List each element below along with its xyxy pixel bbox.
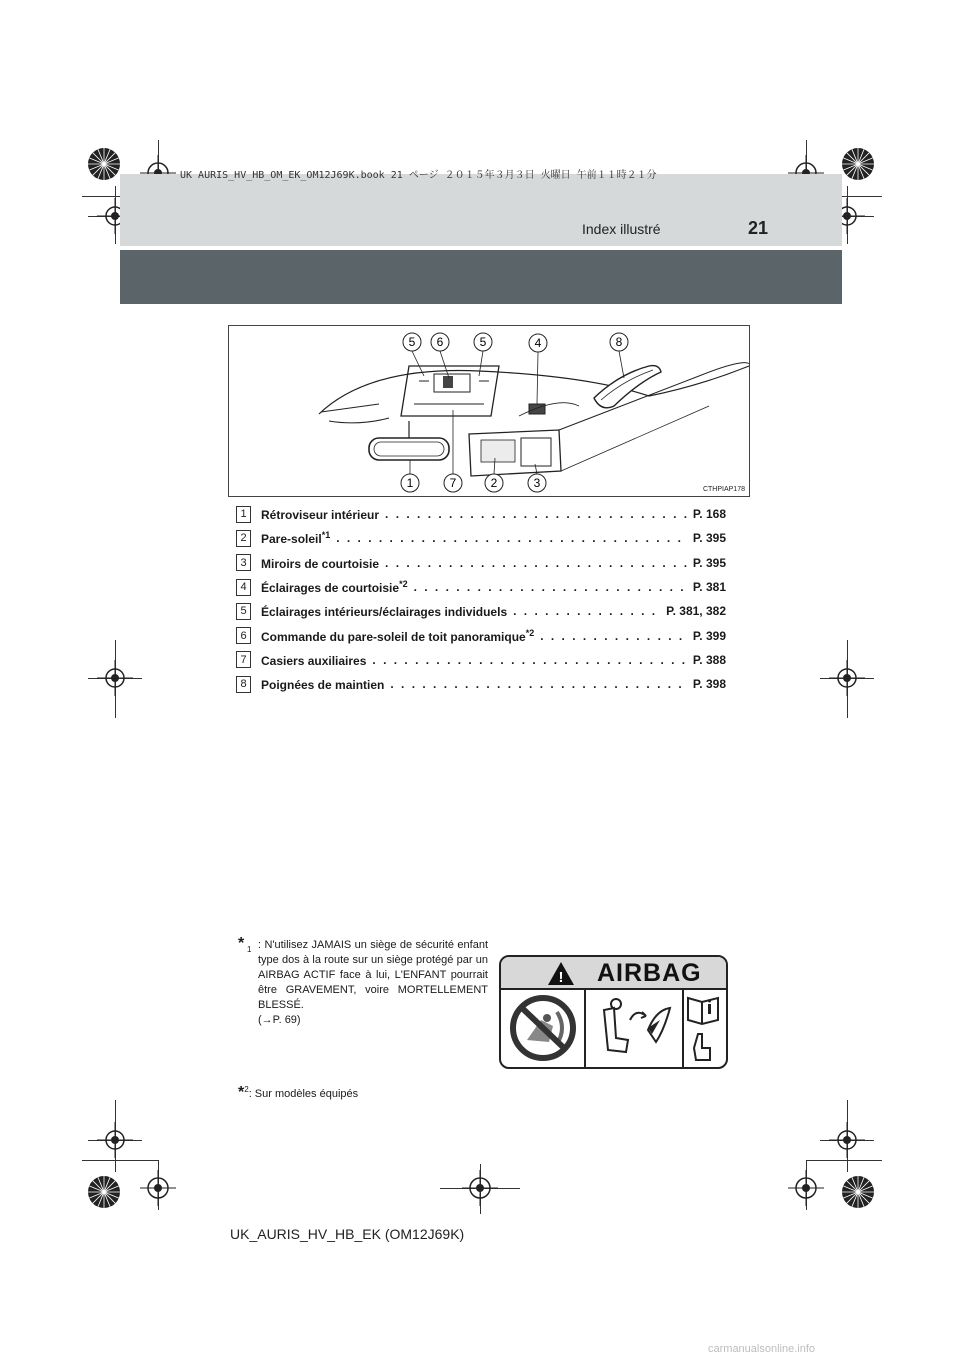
registration-mark-icon [97, 660, 133, 696]
crop-line [82, 1160, 158, 1161]
footnote-star: * [238, 935, 245, 952]
page-ref: P. 399 [692, 628, 726, 643]
section-title: Index illustré [582, 221, 661, 237]
sunburst-mark-icon [838, 1172, 878, 1212]
dot-leader [390, 677, 686, 691]
callout-label: 7 [449, 476, 457, 490]
list-item [236, 648, 726, 672]
dot-leader [540, 629, 687, 643]
dot-leader [385, 507, 687, 521]
header-band-dark [120, 250, 842, 304]
list-item [236, 551, 726, 575]
page-ref: P. 381 [692, 580, 726, 595]
list-item [236, 526, 726, 550]
watermark: carmanualsonline.info [708, 1343, 816, 1355]
airbag-label-header [501, 957, 726, 990]
dot-leader [513, 604, 660, 618]
dot-leader [372, 653, 686, 667]
footnote-reference: (→P. 69) [258, 1014, 301, 1026]
list-item [236, 502, 726, 526]
item-number: 1 [236, 506, 251, 523]
page-ref: P. 395 [692, 531, 726, 546]
item-label: Casiers auxiliaires [261, 653, 367, 668]
sunburst-mark-icon [84, 1172, 124, 1212]
dot-leader [385, 556, 687, 570]
list-item [236, 672, 726, 696]
footnote-star: * [238, 1084, 245, 1101]
read-manual-icon [684, 990, 724, 1067]
item-label: Éclairages intérieurs/éclairages individuels [261, 605, 508, 620]
item-label: Éclairages de courtoisie$^{*2}$ [261, 579, 408, 596]
warning-glyph: ! [558, 969, 564, 986]
footnote-text: : Sur modèles équipés [248, 1088, 359, 1100]
item-label: Commande du pare-soleil de toit panoramique$^{*2}$ [261, 627, 535, 644]
registration-mark-icon [140, 1170, 176, 1206]
model-code: UK_AURIS_HV_HB_EK (OM12J69K) [230, 1226, 465, 1242]
item-number: 8 [236, 676, 251, 693]
registration-mark-icon [829, 660, 865, 696]
callout-label: 2 [490, 476, 498, 490]
item-label: Poignées de maintien [261, 678, 385, 693]
crop-line [806, 1160, 882, 1161]
item-number: 6 [236, 627, 251, 644]
footnote-mark: 1 [247, 945, 252, 954]
item-label: Pare-soleil$^{*1}$ [261, 530, 331, 547]
dot-leader [414, 580, 687, 594]
registration-mark-icon [97, 1122, 133, 1158]
page-ref: P. 395 [692, 555, 726, 570]
interior-illustration [229, 326, 750, 497]
airbag-warning-label [499, 955, 728, 1069]
list-item [236, 599, 726, 623]
page-number: 21 [748, 218, 769, 238]
callout-label: 1 [406, 476, 414, 490]
item-number: 2 [236, 530, 251, 547]
registration-mark-icon [788, 1170, 824, 1206]
callout-label: 5 [408, 335, 416, 349]
page-ref: P. 168 [692, 507, 726, 522]
footnote-mark: 2 [244, 1085, 249, 1094]
airbag-deploy-icon [586, 990, 684, 1067]
registration-mark-icon [829, 1122, 865, 1158]
footnote-1 [238, 935, 488, 1028]
list-item [236, 623, 726, 647]
page-ref: P. 388 [692, 652, 726, 667]
airbag-word: AIRBAG [597, 959, 702, 987]
item-number: 3 [236, 554, 251, 571]
footnote-text: : N'utilisez JAMAIS un siège de sécurité enfant type dos à la route sur un siège protégé par un AIRBAG ACTIF face à lui, L'ENFANT pourrait être GRAVEMENT, voire MORTELLEMENT BLESSÉ. [258, 939, 488, 1011]
callout-label: 4 [534, 336, 542, 350]
airbag-deploy-cell [586, 990, 684, 1067]
callout-label: 5 [479, 335, 487, 349]
item-number: 4 [236, 579, 251, 596]
item-label: Rétroviseur intérieur [261, 508, 380, 523]
callout-label: 8 [615, 335, 623, 349]
registration-mark-icon [462, 1170, 498, 1206]
warning-triangle-icon [547, 961, 575, 986]
item-list [236, 502, 726, 696]
sunburst-mark-icon [838, 144, 878, 184]
sunburst-mark-icon [84, 144, 124, 184]
read-manual-cell [684, 990, 726, 1067]
callout-label: 6 [436, 335, 444, 349]
footnote-2 [238, 1084, 358, 1102]
item-label: Miroirs de courtoisie [261, 556, 380, 571]
print-line: UK AURIS_HV_HB_OM_EK_OM12J69K.book 21 ページ ２０１５年３月３日 火曜日 午前１１時２１分 [180, 170, 657, 181]
page-ref: P. 398 [692, 677, 726, 692]
callout-label: 3 [533, 476, 541, 490]
figure-code: CTHPIAP178 [702, 486, 745, 493]
header-band-light [120, 174, 842, 246]
interior-figure [228, 325, 750, 497]
figure-callouts-top [403, 333, 628, 404]
item-number: 5 [236, 603, 251, 620]
list-item [236, 575, 726, 599]
page-ref: P. 381, 382 [666, 604, 726, 619]
prohibition-cell [501, 990, 586, 1067]
no-rear-facing-seat-icon [501, 990, 586, 1067]
item-number: 7 [236, 651, 251, 668]
dot-leader [336, 531, 687, 545]
